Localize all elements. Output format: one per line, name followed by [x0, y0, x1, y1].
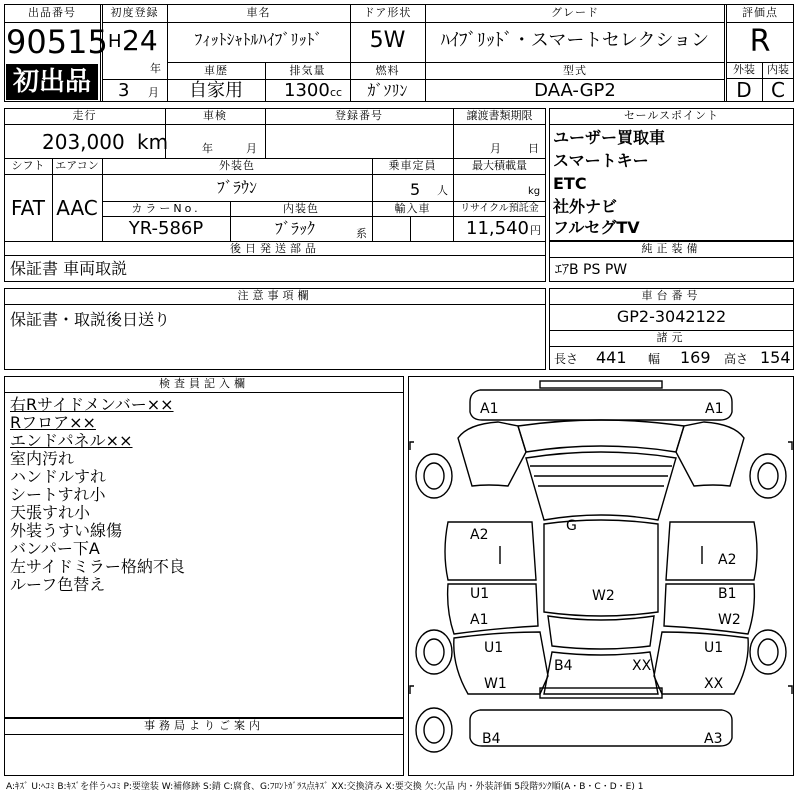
door-label: ドア形状: [363, 6, 412, 19]
mark-roof: G: [566, 518, 577, 534]
capacity-value: 5: [410, 180, 421, 199]
reg-year: 24: [122, 24, 158, 57]
interior-grade: C: [771, 78, 785, 102]
year-unit: 年: [150, 62, 161, 75]
office-label: 事務局よりご案内: [144, 719, 264, 732]
month-unit: 月: [148, 86, 159, 99]
mark-front-left: A1: [480, 401, 499, 417]
later-parts-value: 保証書 車両取説: [10, 259, 128, 278]
first-reg-label: 初度登録: [110, 6, 159, 19]
front-grille-shape: [540, 381, 662, 388]
displacement-label: 排気量: [289, 64, 326, 77]
fuel-value: ｶﾞｿﾘﾝ: [367, 81, 408, 100]
mileage-label: 走行: [72, 109, 97, 122]
mark-left-quarter-1: U1: [484, 640, 504, 656]
interior-label: 内装: [767, 63, 789, 76]
score-value: R: [749, 24, 771, 59]
inspector-item-9: バンパー下A: [10, 539, 100, 558]
mark-rear-left: B4: [482, 731, 501, 747]
chassis-label: 車台番号: [641, 289, 702, 302]
front-left-tire-shape: [416, 454, 452, 498]
spec-label: 諸元: [656, 331, 687, 344]
height-label: 高さ: [724, 352, 749, 366]
load-label: 最大積載量: [472, 159, 527, 172]
mark-left-rear-2: A1: [470, 612, 489, 628]
reg-month: 3: [118, 80, 130, 101]
inspector-item-5: ハンドルすれ: [10, 467, 107, 486]
front-bumper-shape: [470, 390, 732, 420]
recycle-label: リサイクル預託金: [460, 203, 539, 214]
ext-color-label: 外装色: [219, 159, 255, 172]
inspector-item-10: 左サイドミラー格納不良: [10, 557, 185, 576]
transfer-month-unit: 月: [490, 142, 501, 155]
inspector-item-4: 室内汚れ: [10, 449, 75, 468]
mark-right-rear-2: W2: [718, 612, 741, 628]
rear-right-tire-shape: [750, 630, 786, 674]
shift-label: シフト: [11, 159, 45, 172]
car-name-label: 車名: [246, 6, 271, 19]
front-right-tire-shape: [750, 454, 786, 498]
mark-left-front-door: A2: [470, 527, 489, 543]
inspector-item-1: 右Rサイドメンバー××: [10, 395, 174, 414]
sales-point-1: ユーザー買取車: [553, 128, 666, 147]
door-value: 5W: [369, 28, 406, 53]
color-no-value: YR-586P: [128, 218, 204, 239]
mark-right-quarter-2: XX: [704, 676, 724, 692]
mark-right-quarter-1: U1: [704, 640, 724, 656]
km-unit: km: [137, 130, 169, 154]
left-front-door-shape: [445, 522, 536, 580]
inspection-month-unit: 月: [246, 142, 257, 155]
spare-tire-shape: [416, 708, 452, 752]
mark-left-rear-1: U1: [470, 586, 490, 602]
cc-unit: cc: [330, 86, 343, 99]
notes-label: 注意事項欄: [237, 289, 313, 302]
genuine-label: 純正装備: [641, 242, 702, 255]
inspector-item-3: エンドパネル××: [10, 431, 133, 450]
width-value: 169: [680, 348, 711, 367]
rear-left-tire-shape: [416, 630, 452, 674]
registration-label: 登録番号: [335, 109, 383, 122]
lot-label: 出品番号: [28, 6, 76, 19]
rear-glass-shape: [548, 616, 654, 649]
inspector-item-11: ルーフ色替え: [10, 575, 106, 594]
model-value: DAA-GP2: [534, 80, 616, 101]
inspector-item-8: 外装うすい線傷: [10, 521, 123, 540]
mileage-value: 203,000: [42, 130, 125, 154]
color-no-label: カラーNo.: [131, 202, 201, 215]
exterior-grade: D: [736, 78, 752, 102]
mark-rear-right: A3: [704, 731, 723, 747]
ac-label: エアコン: [55, 159, 99, 172]
shift-value: FAT: [10, 196, 45, 220]
lot-number: 90515: [6, 23, 108, 61]
sales-point-4: 社外ナビ: [553, 197, 618, 216]
kg-unit: kg: [528, 186, 541, 197]
sales-point-5: フルセグTV: [553, 218, 640, 237]
mark-trunk-left: B4: [554, 658, 573, 674]
rear-plate-shape: [540, 688, 662, 698]
displacement-value: 1300: [284, 80, 330, 101]
inspection-label: 車検: [203, 109, 227, 122]
length-value: 441: [596, 348, 627, 367]
recycle-value: 11,540: [466, 218, 529, 239]
inspector-item-2: Rフロア××: [10, 413, 96, 432]
inspector-item-7: 天張すれ小: [10, 503, 91, 522]
right-quarter-shape: [654, 632, 748, 694]
sales-point-2: スマートキー: [553, 151, 649, 170]
mark-left-quarter-2: W1: [484, 676, 507, 692]
int-color-value: ﾌﾞﾗｯｸ: [274, 219, 315, 238]
inspection-year-unit: 年: [202, 142, 213, 155]
legend-text: A:ｷｽﾞ U:ﾍｺﾐ B:ｷｽﾞを伴うﾍｺﾐ P:要塗装 W:補修跡 S:錆 C:腐食、G:ﾌﾛﾝﾄｶﾞﾗｽ点ｷｽﾞ XX:交換済み X:要交換 欠:欠品 内・外装評価 5段階ﾗﾝｸ順(A・B・C・D・E) 1: [6, 782, 644, 792]
history-value: 自家用: [189, 80, 243, 101]
inspector-item-6: シートすれ小: [10, 485, 106, 504]
genuine-value: ｴｱB PS PW: [555, 262, 628, 278]
chassis-value: GP2-3042122: [616, 307, 727, 326]
car-name: ﾌｨｯﾄｼｬﾄﾙﾊｲﾌﾞﾘｯﾄﾞ: [194, 30, 323, 49]
car-diagram: [408, 376, 794, 776]
ext-color-value: ﾌﾞﾗｳﾝ: [216, 178, 257, 197]
person-unit: 人: [437, 184, 448, 197]
right-rear-door-shape: [664, 584, 754, 634]
right-front-door-shape: [666, 522, 757, 580]
exterior-label: 外装: [733, 63, 755, 76]
transfer-day-unit: 日: [528, 142, 539, 155]
left-rear-door-shape: [448, 584, 538, 634]
hood-shape: [518, 420, 684, 452]
grade-value: ﾊｲﾌﾞﾘｯﾄﾞ・スマートセレクション: [440, 30, 710, 51]
right-fender-shape: [676, 422, 744, 486]
left-fender-shape: [458, 422, 526, 486]
grade-label: グレード: [551, 6, 599, 19]
history-label: 車歴: [204, 64, 228, 77]
int-color-label: 内装色: [283, 202, 319, 215]
later-parts-label: 後日発送部品: [230, 242, 320, 255]
length-label: 長さ: [554, 352, 579, 366]
fuel-label: 燃料: [375, 64, 400, 77]
kei-unit: 系: [356, 227, 367, 240]
width-label: 幅: [648, 352, 661, 366]
transfer-label: 譲渡書類期限: [466, 109, 533, 122]
score-label: 評価点: [742, 6, 778, 19]
notes-value: 保証書・取説後日送り: [10, 310, 171, 329]
height-value: 154: [760, 348, 791, 367]
inspector-label: 検査員記入欄: [159, 377, 249, 390]
reg-era: H: [108, 31, 122, 52]
mark-trunk-right: XX: [632, 658, 652, 674]
ac-value: AAC: [56, 196, 98, 220]
sales-point-3: ETC: [553, 174, 587, 193]
mark-right-rear-1: B1: [718, 586, 737, 602]
sales-points-label: セールスポイント: [623, 109, 719, 122]
rear-bumper-shape: [470, 710, 732, 746]
yen-unit: 円: [530, 224, 541, 237]
import-label: 輸入車: [394, 202, 431, 215]
model-label: 型式: [563, 64, 587, 77]
mark-front-right: A1: [705, 401, 724, 417]
mark-floor: W2: [592, 588, 615, 604]
first-listing-text: 初出品: [12, 67, 91, 97]
mark-right-front-door: A2: [718, 552, 737, 568]
capacity-label: 乗車定員: [388, 159, 437, 172]
